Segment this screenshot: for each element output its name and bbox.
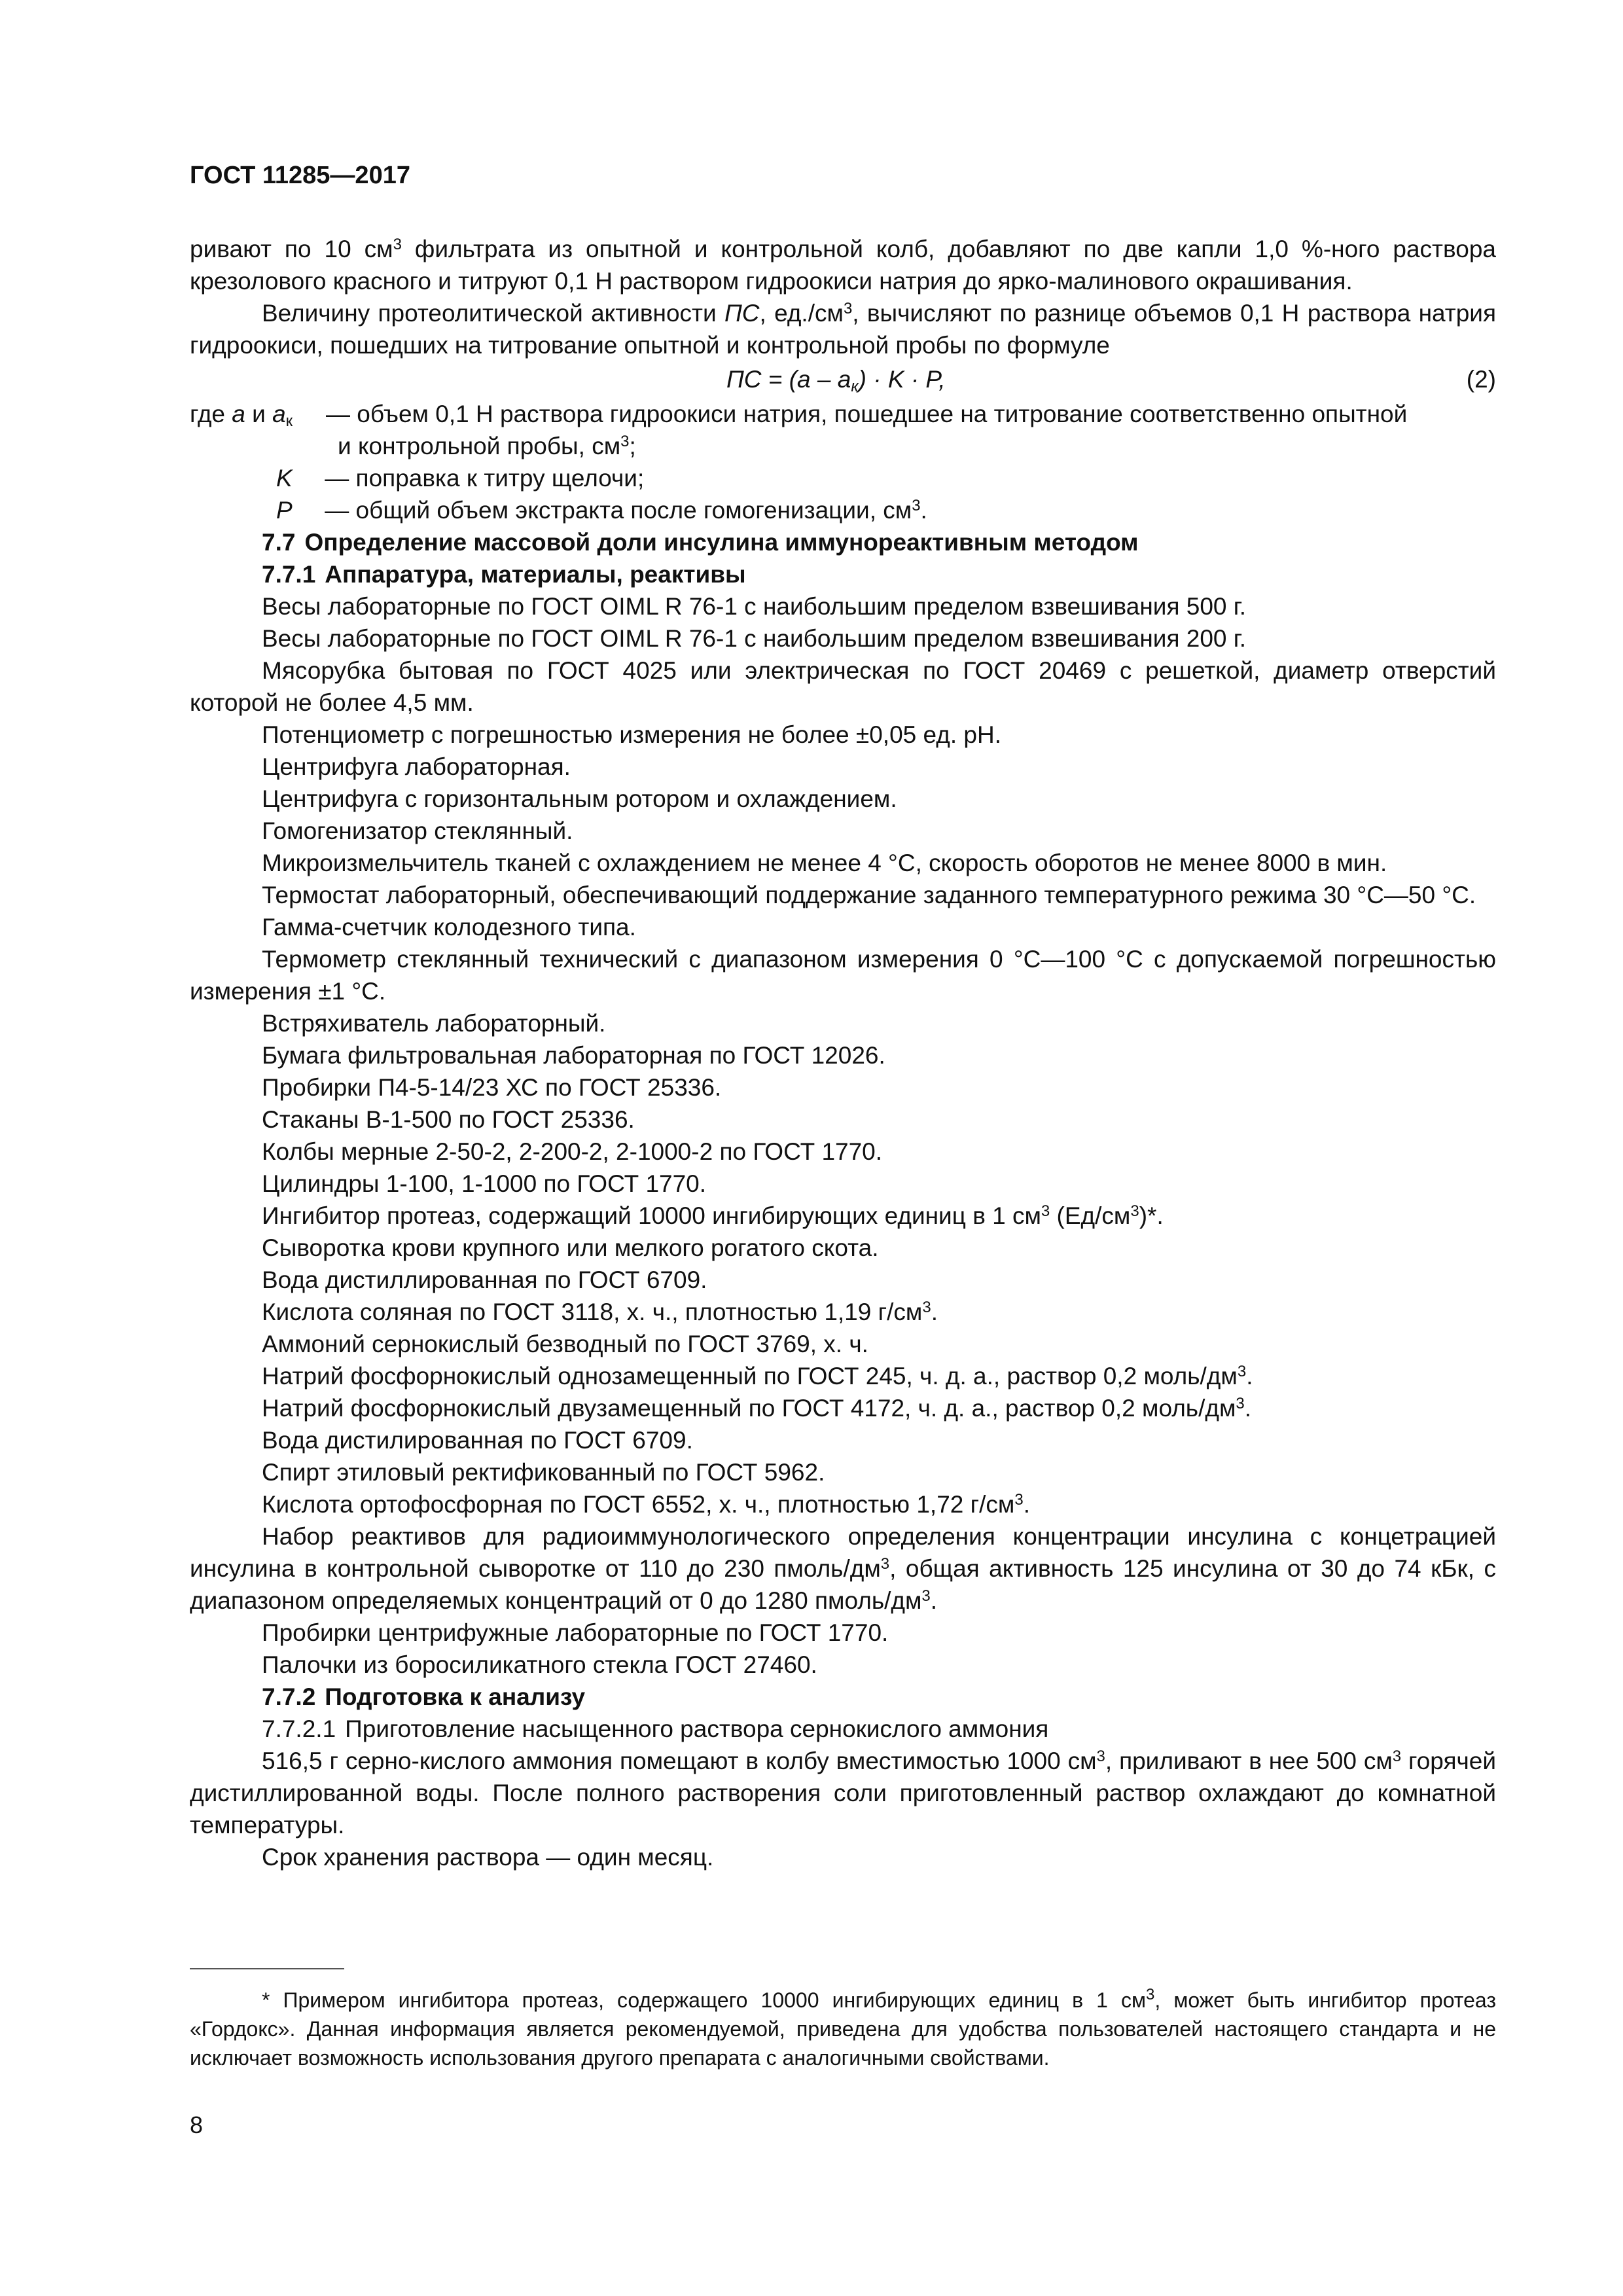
- list-item: Термостат лабораторный, обеспечивающий поддержание заданного температурного режима 30 °С—50 °С.: [262, 882, 1476, 908]
- formula-legend-p: P — общий объем экстракта после гомогенизации, $см^3$.: [276, 497, 927, 524]
- section-heading-7-7-2: 7.7.2 Подготовка к анализу: [262, 1683, 586, 1710]
- list-item: Бумага фильтровальная лабораторная по ГОСТ 12026.: [262, 1042, 885, 1069]
- section-heading-7-7-2-1: 7.7.2.1 Приготовление насыщенного раствора сернокислого аммония: [262, 1715, 1049, 1742]
- paragraph-preparation: 516,5 г серно-кислого аммония помещают в колбу вместимостью 1000 $см^3$, приливают в нее 500 $см^3$ горячей дистиллированной воды. После полного растворения соли приготовленный раствор охлаждают до комнатной температуры.: [190, 1748, 1497, 1839]
- document-header: ГОСТ 11285—2017: [190, 162, 410, 189]
- list-item: Гомогенизатор стеклянный.: [262, 817, 573, 844]
- list-item: Аммоний сернокислый безводный по ГОСТ 3769, х. ч.: [262, 1331, 868, 1357]
- document-body: [190, 233, 1496, 1873]
- footnote: * Примером ингибитора протеаз, содержащего 10000 ингибирующих единиц в 1 $см^3$, может быть ингибитор протеаз «Гордокс». Данная информация является рекомендуемой, приведена для удобства пользователей настоящего стандарта и не исключает возможность использования другого препарата с аналогичными свойствами.: [190, 1986, 1497, 2070]
- paragraph-storage: Срок хранения раствора — один месяц.: [262, 1844, 714, 1871]
- formula-legend-a: где a и $a_к$ — объем 0,1 Н раствора гидроокиси натрия, пошедшее на титрование соответственно опытной: [190, 401, 1408, 430]
- list-item: Центрифуга с горизонтальным ротором и охлаждением.: [262, 785, 897, 812]
- list-item: Пробирки центрифужные лабораторные по ГОСТ 1770.: [262, 1619, 889, 1646]
- list-item: Вода дистиллированная по ГОСТ 6709.: [262, 1266, 707, 1293]
- list-item: Весы лабораторные по ГОСТ OIML R 76-1 с наибольшим пределом взвешивания 200 г.: [262, 625, 1247, 652]
- list-item: Микроизмельчитель тканей с охлаждением не менее 4 °С, скорость оборотов не менее 8000 в мин.: [262, 850, 1387, 876]
- list-item: Потенциометр с погрешностью измерения не более ±0,05 ед. pH.: [262, 721, 1001, 748]
- section-heading-7-7-1: 7.7.1 Аппаратура, материалы, реактивы: [262, 561, 746, 588]
- document-page: [190, 0, 1496, 2296]
- page-number: 8: [190, 2111, 204, 2138]
- paragraph-titration: ривают по 10 $см^3$ фильтрата из опытной и контрольной колб, добавляют по две капли 1,0 %-ного раствора крезолового красного и титруют 0,1 Н раствором гидроокиси натрия до ярко-малинового окрашивания.: [190, 236, 1496, 295]
- list-item: Встряхиватель лабораторный.: [262, 1010, 606, 1037]
- list-item: Весы лабораторные по ГОСТ OIML R 76-1 с наибольшим пределом взвешивания 500 г.: [262, 593, 1247, 620]
- list-item: Термометр стеклянный технический с диапазоном измерения 0 °С—100 °С с допускаемой погрешностью измерения ±1 °С.: [190, 946, 1496, 1005]
- formula-legend-a-continued: и контрольной пробы, $см^3$;: [338, 433, 636, 459]
- list-item: Вода дистилированная по ГОСТ 6709.: [262, 1427, 693, 1454]
- list-item: Ингибитор протеаз, содержащий 10000 ингибирующих единиц в 1 $см^3$ $(Ед/см^3)*$.: [262, 1202, 1164, 1229]
- formula-expression: ПС = $(a - a_к) \cdot K \cdot P$,: [726, 366, 946, 395]
- paragraph-activity: Величину протеолитической активности ПС, $ед./см^3$, вычисляют по разнице объемов 0,1 Н раствора натрия гидроокиси, пошедших на титрование опытной и контрольной пробы по формуле: [190, 300, 1496, 359]
- list-item: Палочки из боросиликатного стекла ГОСТ 27460.: [262, 1651, 817, 1678]
- list-item: Цилиндры 1-100, 1-1000 по ГОСТ 1770.: [262, 1170, 707, 1197]
- list-item: Центрифуга лабораторная.: [262, 753, 571, 780]
- list-item: Стаканы В-1-500 по ГОСТ 25336.: [262, 1106, 635, 1133]
- list-item: Гамма-счетчик колодезного типа.: [262, 914, 636, 941]
- formula-number: (2): [1466, 366, 1496, 393]
- list-item: Натрий фосфорнокислый двузамещенный по ГОСТ 4172, ч. д. а., раствор 0,2 моль/$дм^3$.: [262, 1395, 1252, 1422]
- list-item: Кислота соляная по ГОСТ 3118, х. ч., плотностью 1,19 $г/см^3$.: [262, 1299, 938, 1325]
- section-heading-7-7: 7.7 Определение массовой доли инсулина иммунореактивным методом: [262, 529, 1139, 556]
- list-item: Мясорубка бытовая по ГОСТ 4025 или электрическая по ГОСТ 20469 с решеткой, диаметр отверстий которой не более 4,5 мм.: [190, 657, 1496, 716]
- list-item: Колбы мерные 2-50-2, 2-200-2, 2-1000-2 по ГОСТ 1770.: [262, 1138, 883, 1165]
- list-item: Сыворотка крови крупного или мелкого рогатого скота.: [262, 1234, 879, 1261]
- formula-legend-k: K — поправка к титру щелочи;: [276, 465, 645, 492]
- footnote-divider: [190, 1968, 344, 1969]
- list-item: Набор реактивов для радиоиммунологического определения концентрации инсулина с концетрацией инсулина в контрольной сыворотке от 110 до 230 пмоль/$дм^3$, общая активность 125 инсулина от 30 до 74 кБк, с диапазоном определяемых концентраций от 0 до 1280 пмоль/$дм^3$.: [190, 1523, 1496, 1614]
- list-item: Натрий фосфорнокислый однозамещенный по ГОСТ 245, ч. д. а., раствор 0,2 моль/$дм^3$.: [262, 1363, 1253, 1390]
- list-item: Спирт этиловый ректификованный по ГОСТ 5962.: [262, 1459, 825, 1486]
- list-item: Пробирки П4-5-14/23 ХС по ГОСТ 25336.: [262, 1074, 722, 1101]
- list-item: Кислота ортофосфорная по ГОСТ 6552, х. ч., плотностью 1,72 $г/см^3$.: [262, 1491, 1030, 1518]
- formula-2: [190, 361, 1496, 398]
